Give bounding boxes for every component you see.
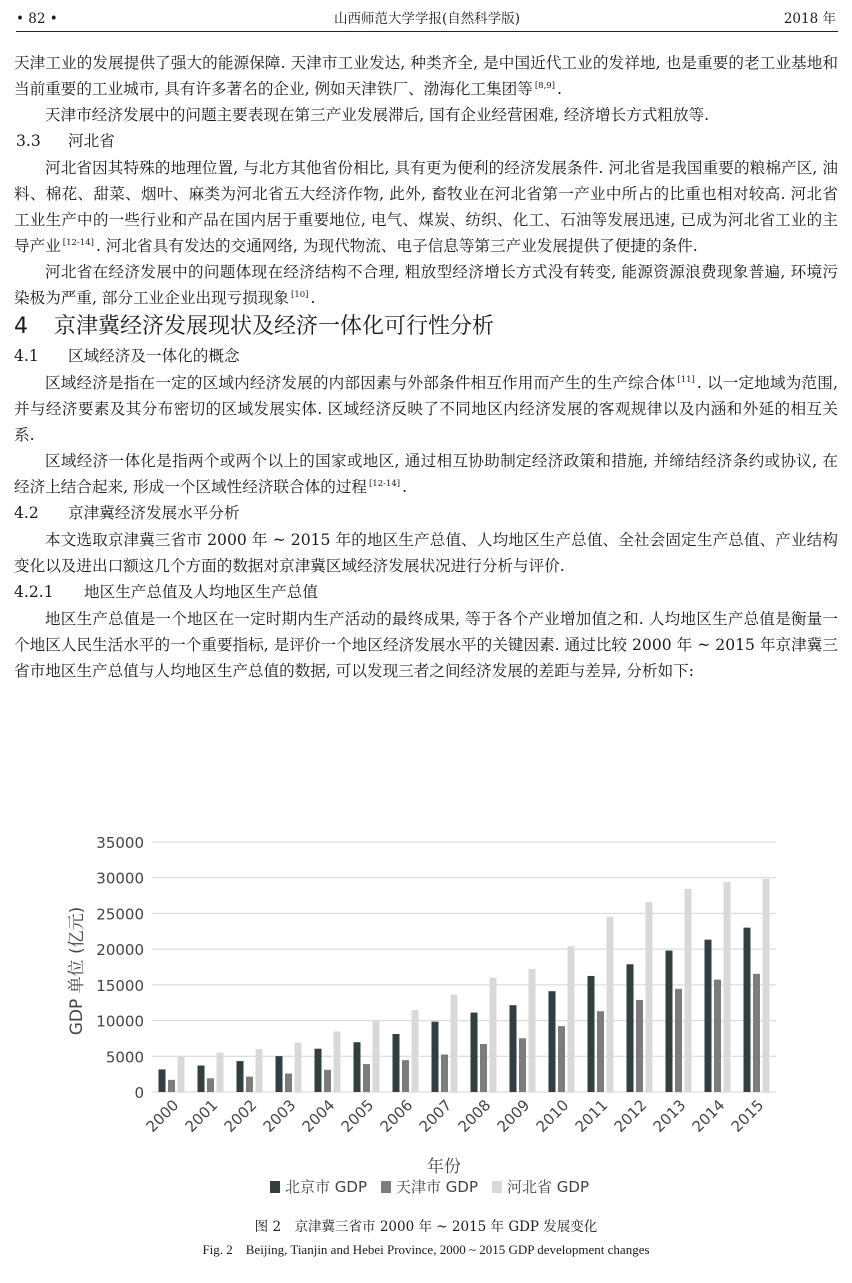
page-number: • 82 • bbox=[16, 11, 58, 27]
citation[interactable]: [12-14] bbox=[62, 237, 94, 248]
bar-2007-s1 bbox=[441, 1055, 448, 1093]
x-tick-label: 2008 bbox=[454, 1096, 495, 1136]
journal-title: 山西师范大学学报(自然科学版) bbox=[333, 11, 521, 27]
bar-2003-s0 bbox=[276, 1056, 283, 1092]
legend-label: 天津市 GDP bbox=[396, 1178, 478, 1196]
bar-2004-s1 bbox=[324, 1070, 331, 1092]
bar-2013-s1 bbox=[675, 989, 682, 1092]
x-tick-label: 2004 bbox=[298, 1096, 339, 1136]
bar-2009-s0 bbox=[510, 1005, 517, 1092]
bar-2006-s0 bbox=[393, 1034, 400, 1092]
x-tick-label: 2005 bbox=[337, 1096, 378, 1136]
paragraph: 地区生产总值是一个地区在一定时期内生产活动的最终成果, 等于各个产业增加值之和. 人均地区生产总值是衡量一个地区人民生活水平的一个重要指标, 是评价一个地区经济发展水平的关键因素. 通过比较 2000 年 ~ 2015 年京津冀三省市地区生产总值与人均地区生产总值的数据, 可以发现三者之间经济发展的差距与差异, 分析如下: bbox=[14, 610, 838, 680]
x-tick-label: 2003 bbox=[259, 1096, 300, 1136]
bar-2000-s1 bbox=[168, 1080, 175, 1092]
bar-2001-s2 bbox=[217, 1053, 224, 1092]
y-tick-label: 15000 bbox=[96, 976, 144, 995]
bar-2008-s2 bbox=[490, 978, 497, 1092]
bar-2001-s1 bbox=[207, 1078, 214, 1092]
bar-2010-s1 bbox=[558, 1026, 565, 1092]
x-tick-label: 2014 bbox=[688, 1096, 729, 1136]
bar-2004-s2 bbox=[334, 1031, 341, 1092]
x-tick-label: 2007 bbox=[415, 1096, 456, 1136]
x-tick-label: 2013 bbox=[649, 1096, 690, 1136]
bar-2014-s1 bbox=[714, 980, 721, 1092]
bar-2008-s1 bbox=[480, 1044, 487, 1092]
bar-2007-s0 bbox=[432, 1022, 439, 1092]
y-tick-label: 25000 bbox=[96, 905, 144, 924]
bar-2005-s1 bbox=[363, 1064, 370, 1092]
bar-2000-s2 bbox=[178, 1056, 185, 1092]
bar-2013-s2 bbox=[685, 889, 692, 1092]
paragraph: 本文选取京津冀三省市 2000 年 ~ 2015 年的地区生产总值、人均地区生产总值、全社会固定生产总值、产业结构变化以及进出口额这几个方面的数据对京津冀区域经济发展状况进行分析与评价. bbox=[14, 531, 838, 575]
paragraph: 区域经济一体化是指两个或两个以上的国家或地区, 通过相互协助制定经济政策和措施, 并缔结经济条约或协议, 在经济上结合起来, 形成一个区域性经济联合体的过程 [12-14] . bbox=[14, 452, 838, 496]
article-body bbox=[14, 50, 838, 684]
x-tick-label: 2012 bbox=[610, 1096, 651, 1136]
x-axis-title: 年份 bbox=[427, 1157, 461, 1177]
bar-2011-s0 bbox=[588, 976, 595, 1092]
bar-2001-s0 bbox=[198, 1066, 205, 1093]
bar-2003-s2 bbox=[295, 1043, 302, 1092]
running-header bbox=[16, 7, 838, 32]
bar-2012-s2 bbox=[646, 902, 653, 1092]
citation[interactable]: [10] bbox=[291, 289, 309, 300]
bar-2002-s2 bbox=[256, 1049, 263, 1092]
x-tick-label: 2011 bbox=[571, 1096, 612, 1136]
bar-2010-s2 bbox=[568, 946, 575, 1092]
bar-2008-s0 bbox=[471, 1013, 478, 1092]
legend-label: 北京市 GDP bbox=[285, 1178, 367, 1196]
legend-label: 河北省 GDP bbox=[507, 1178, 589, 1196]
section-heading-4-1: 4.1 区域经济及一体化的概念 bbox=[14, 347, 240, 365]
bar-2012-s0 bbox=[627, 964, 634, 1092]
bar-2015-s1 bbox=[753, 974, 760, 1092]
bar-2004-s0 bbox=[315, 1049, 322, 1092]
bar-2002-s1 bbox=[246, 1077, 253, 1092]
bar-2011-s1 bbox=[597, 1011, 604, 1092]
bar-2009-s2 bbox=[529, 969, 536, 1092]
bar-2005-s2 bbox=[373, 1021, 380, 1093]
bar-2013-s0 bbox=[666, 951, 673, 1092]
y-tick-label: 20000 bbox=[96, 941, 144, 960]
bar-2000-s0 bbox=[159, 1069, 166, 1092]
citation[interactable]: [8,9] bbox=[534, 80, 555, 91]
bar-2002-s0 bbox=[237, 1061, 244, 1092]
bar-2012-s1 bbox=[636, 1000, 643, 1092]
x-tick-label: 2006 bbox=[376, 1096, 417, 1136]
bar-2009-s1 bbox=[519, 1038, 526, 1092]
section-heading-3-3: 3.3 河北省 bbox=[16, 132, 115, 150]
x-tick-label: 2009 bbox=[493, 1096, 534, 1136]
x-tick-label: 2010 bbox=[532, 1096, 573, 1136]
legend-swatch bbox=[381, 1181, 391, 1193]
bar-2015-s0 bbox=[744, 928, 751, 1092]
paragraph: 区域经济是指在一定的区域内经济发展的内部因素与外部条件相互作用而产生的生产综合体 [11] . 以一定地域为范围, 并与经济要素及其分布密切的区域发展实体. 区域经济反映了不同地区内经济发展的客观规律以及内涵和外延的相互关系. bbox=[14, 374, 838, 444]
y-axis-title: GDP 单位 (亿元) bbox=[67, 906, 87, 1036]
citation[interactable]: [12-14] bbox=[368, 478, 401, 489]
legend-swatch bbox=[492, 1181, 502, 1193]
y-tick-label: 10000 bbox=[96, 1012, 144, 1031]
bar-2006-s2 bbox=[412, 1010, 419, 1092]
section-heading-4-2: 4.2 京津冀经济发展水平分析 bbox=[14, 504, 240, 522]
y-tick-label: 35000 bbox=[96, 834, 144, 852]
bar-2010-s0 bbox=[549, 991, 556, 1092]
paragraph: 河北省因其特殊的地理位置, 与北方其他省份相比, 具有更为便利的经济发展条件. 河北省是我国重要的粮棉产区, 油料、棉花、甜菜、烟叶、麻类为河北省五大经济作物, 此外, 畜牧业在河北省第一产业中所占的比重也相对较高. 河北省工业生产中的一些行业和产品在国内居于重要地位, 电气、煤炭、纺织、化工、石油等发展迅速, 已成为河北省工业的主导产业 [12-14] . 河北省具有发达的交通网络, 为现代物流、电子信息等第三产业发展提供了便捷的条件. bbox=[14, 159, 838, 255]
y-tick-label: 30000 bbox=[96, 869, 144, 888]
gdp-bar-chart bbox=[60, 822, 800, 1212]
x-tick-label: 2002 bbox=[220, 1096, 261, 1136]
bar-2003-s1 bbox=[285, 1074, 292, 1092]
bar-2011-s2 bbox=[607, 917, 614, 1092]
publication-year: 2018 年 bbox=[783, 11, 836, 27]
section-heading-4-2-1: 4.2.1 地区生产总值及人均地区生产总值 bbox=[14, 583, 318, 601]
bar-2014-s2 bbox=[724, 882, 731, 1092]
x-tick-label: 2001 bbox=[181, 1096, 222, 1136]
paragraph: 河北省在经济发展中的问题体现在经济结构不合理, 粗放型经济增长方式没有转变, 能源资源浪费现象普遍, 环境污染极为严重, 部分工业企业出现亏损现象 [10] . bbox=[14, 263, 838, 307]
bar-2005-s0 bbox=[354, 1042, 361, 1092]
y-tick-label: 5000 bbox=[105, 1048, 144, 1067]
bar-2007-s2 bbox=[451, 995, 458, 1092]
chart-svg bbox=[60, 822, 800, 1212]
section-heading-4: 4 京津冀经济发展现状及经济一体化可行性分析 bbox=[14, 314, 495, 339]
bar-2015-s2 bbox=[763, 879, 770, 1092]
bar-2014-s0 bbox=[705, 940, 712, 1092]
x-tick-label: 2000 bbox=[142, 1096, 183, 1136]
paragraph: 天津工业的发展提供了强大的能源保障. 天津市工业发达, 种类齐全, 是中国近代工业的发祥地, 也是重要的老工业基地和当前重要的工业城市, 具有许多著名的企业, 例如天津铁厂、渤海化工集团等 [8,9] . bbox=[14, 54, 838, 98]
paragraph: 天津市经济发展中的问题主要表现在第三产业发展滞后, 国有企业经营困难, 经济增长方式粗放等. bbox=[45, 106, 710, 124]
y-tick-label: 0 bbox=[134, 1084, 144, 1102]
figure-caption-zh: 图 2 京津冀三省市 2000 年 ~ 2015 年 GDP 发展变化 bbox=[254, 1219, 598, 1235]
legend-swatch bbox=[270, 1181, 280, 1193]
citation[interactable]: [11] bbox=[677, 374, 695, 385]
bar-2006-s1 bbox=[402, 1060, 409, 1092]
figure-caption-en: Fig. 2 Beijing, Tianjin and Hebei Province, 2000 ~ 2015 GDP development changes bbox=[202, 1242, 650, 1257]
x-tick-label: 2015 bbox=[727, 1096, 768, 1136]
